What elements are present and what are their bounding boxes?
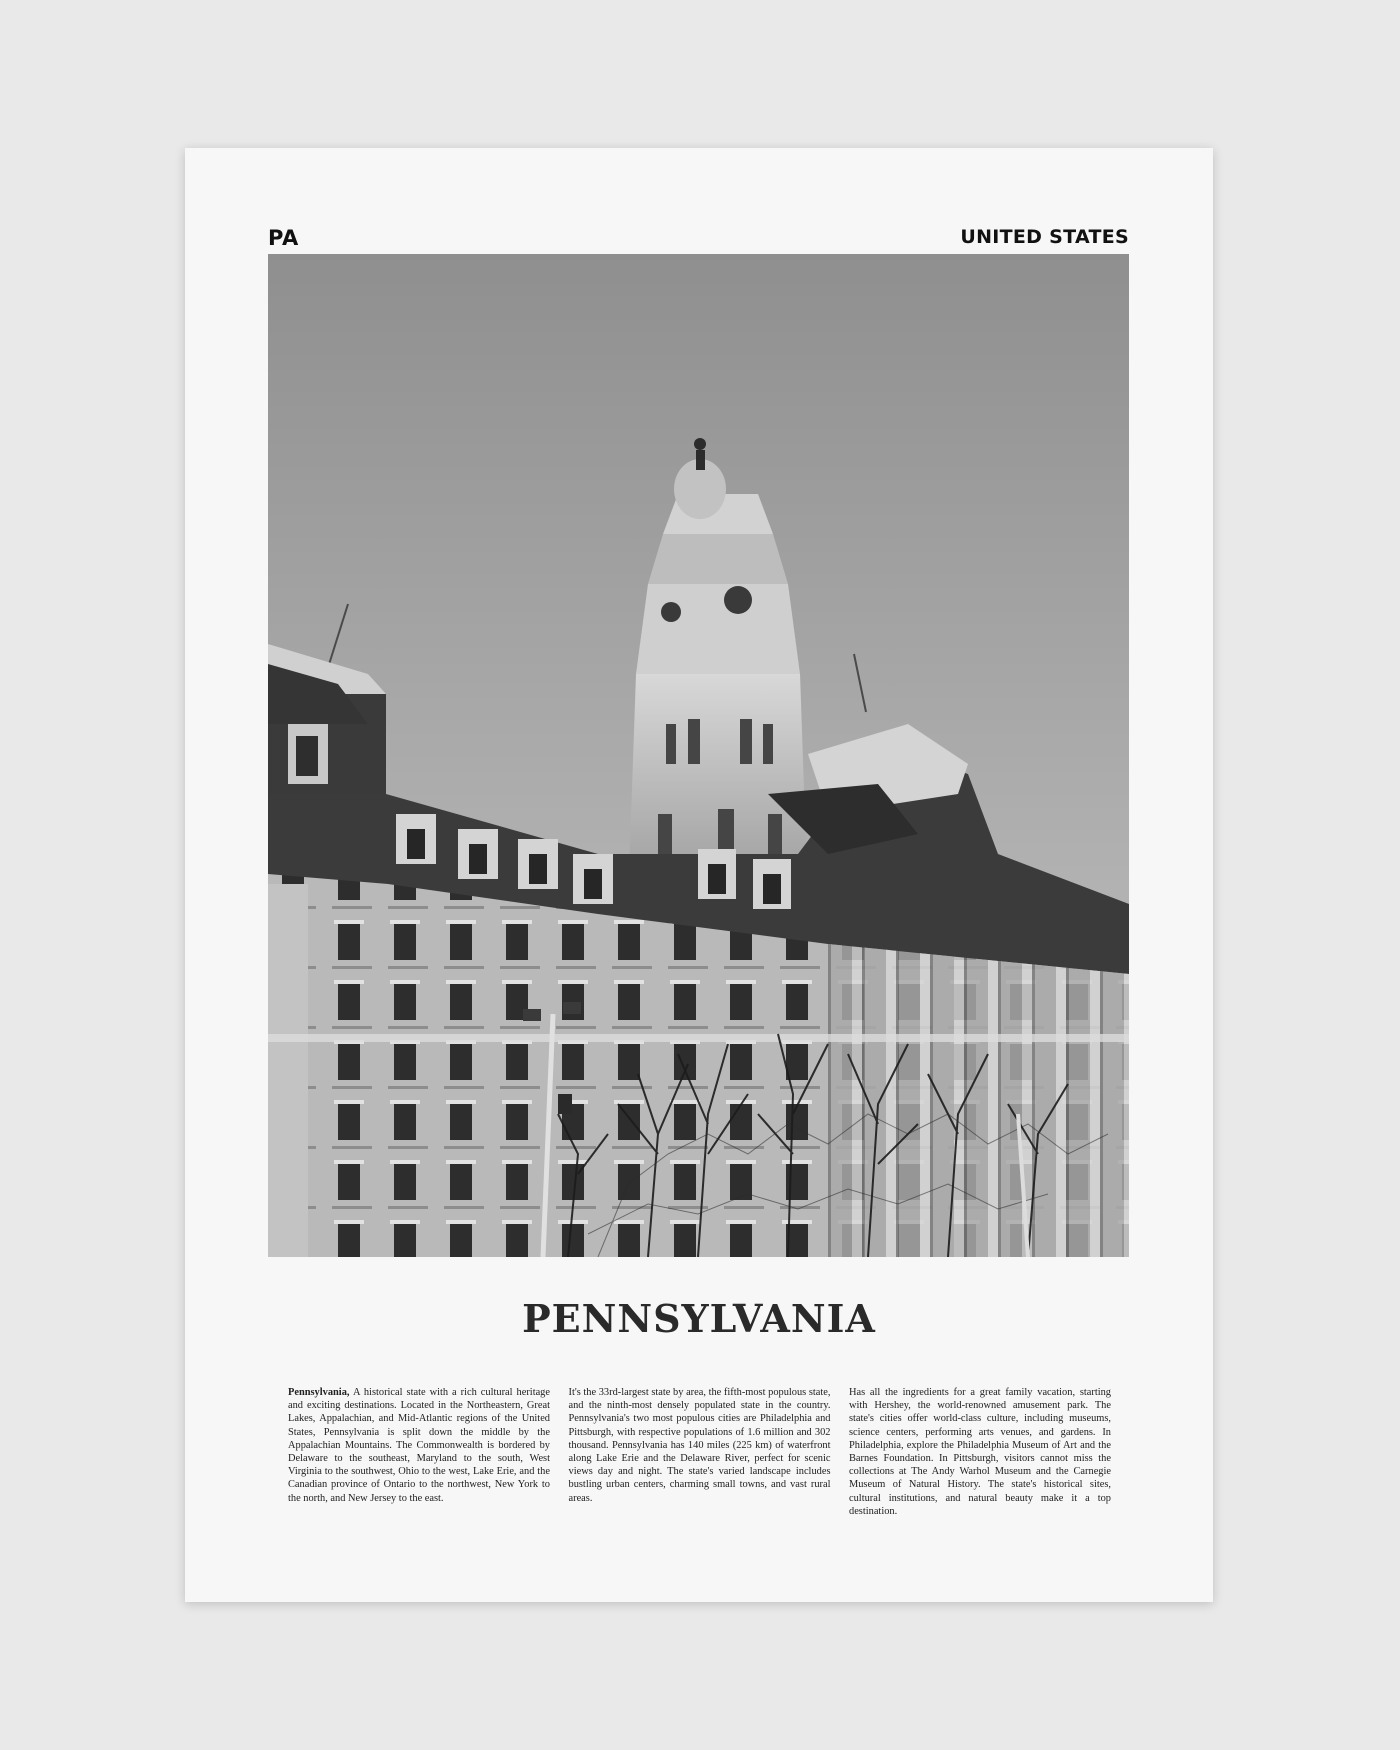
column-1-text: A historical state with a rich cultural heritage and exciting destinations. Located in the Northeastern, Great Lakes, Appalachian, and Mid-Atlantic regions of the United States, Pennsylvania is split down the middle by the Appalachian Mountains. The Commonwealth is bordered by Delaware to the southeast, Maryland to the south, West Virginia to the southwest, Ohio to the west, Lake Erie, and the Canadian province of Ontario to the northwest, New York to the north, and New Jersey to the east. [288, 1387, 550, 1504]
lead-word: Pennsylvania, [288, 1387, 350, 1398]
poster-title: PENNSYLVANIA [522, 1296, 876, 1341]
country-label: UNITED STATES [960, 226, 1129, 248]
description-columns [288, 1386, 1111, 1518]
state-code: PA [268, 226, 299, 250]
poster [185, 148, 1213, 1602]
description-column-3: Has all the ingredients for a great family vacation, starting with Hershey, the world-renowned amusement park. The state's cities offer world-class culture, including museums, science centers, performing arts venues, and gardens. In Philadelphia, explore the Philadelphia Museum of Art and the Barnes Foundation. In Pittsburgh, visitors cannot miss the collections at The Andy Warhol Museum and the Carnegie Museum of Natural History. The state's historical sites, cultural institutions, and natural beauty make it a top destination. [849, 1387, 1111, 1517]
description-column-1 [288, 1386, 550, 1518]
description-column-2: It's the 33rd-largest state by area, the fifth-most populous state, and the ninth-most densely populated state in the country. Pennsylvania's two most populous cities are Philadelphia and Pittsburgh, with respective populations of 1.6 million and 302 thousand. Pennsylvania has 140 miles (225 km) of waterfront along Lake Erie and the Delaware River, perfect for scenic views day and night. The state's varied landscape includes bustling urban centers, charming small towns, and vast rural areas. [568, 1387, 831, 1504]
city-hall-photo [268, 254, 1129, 1257]
